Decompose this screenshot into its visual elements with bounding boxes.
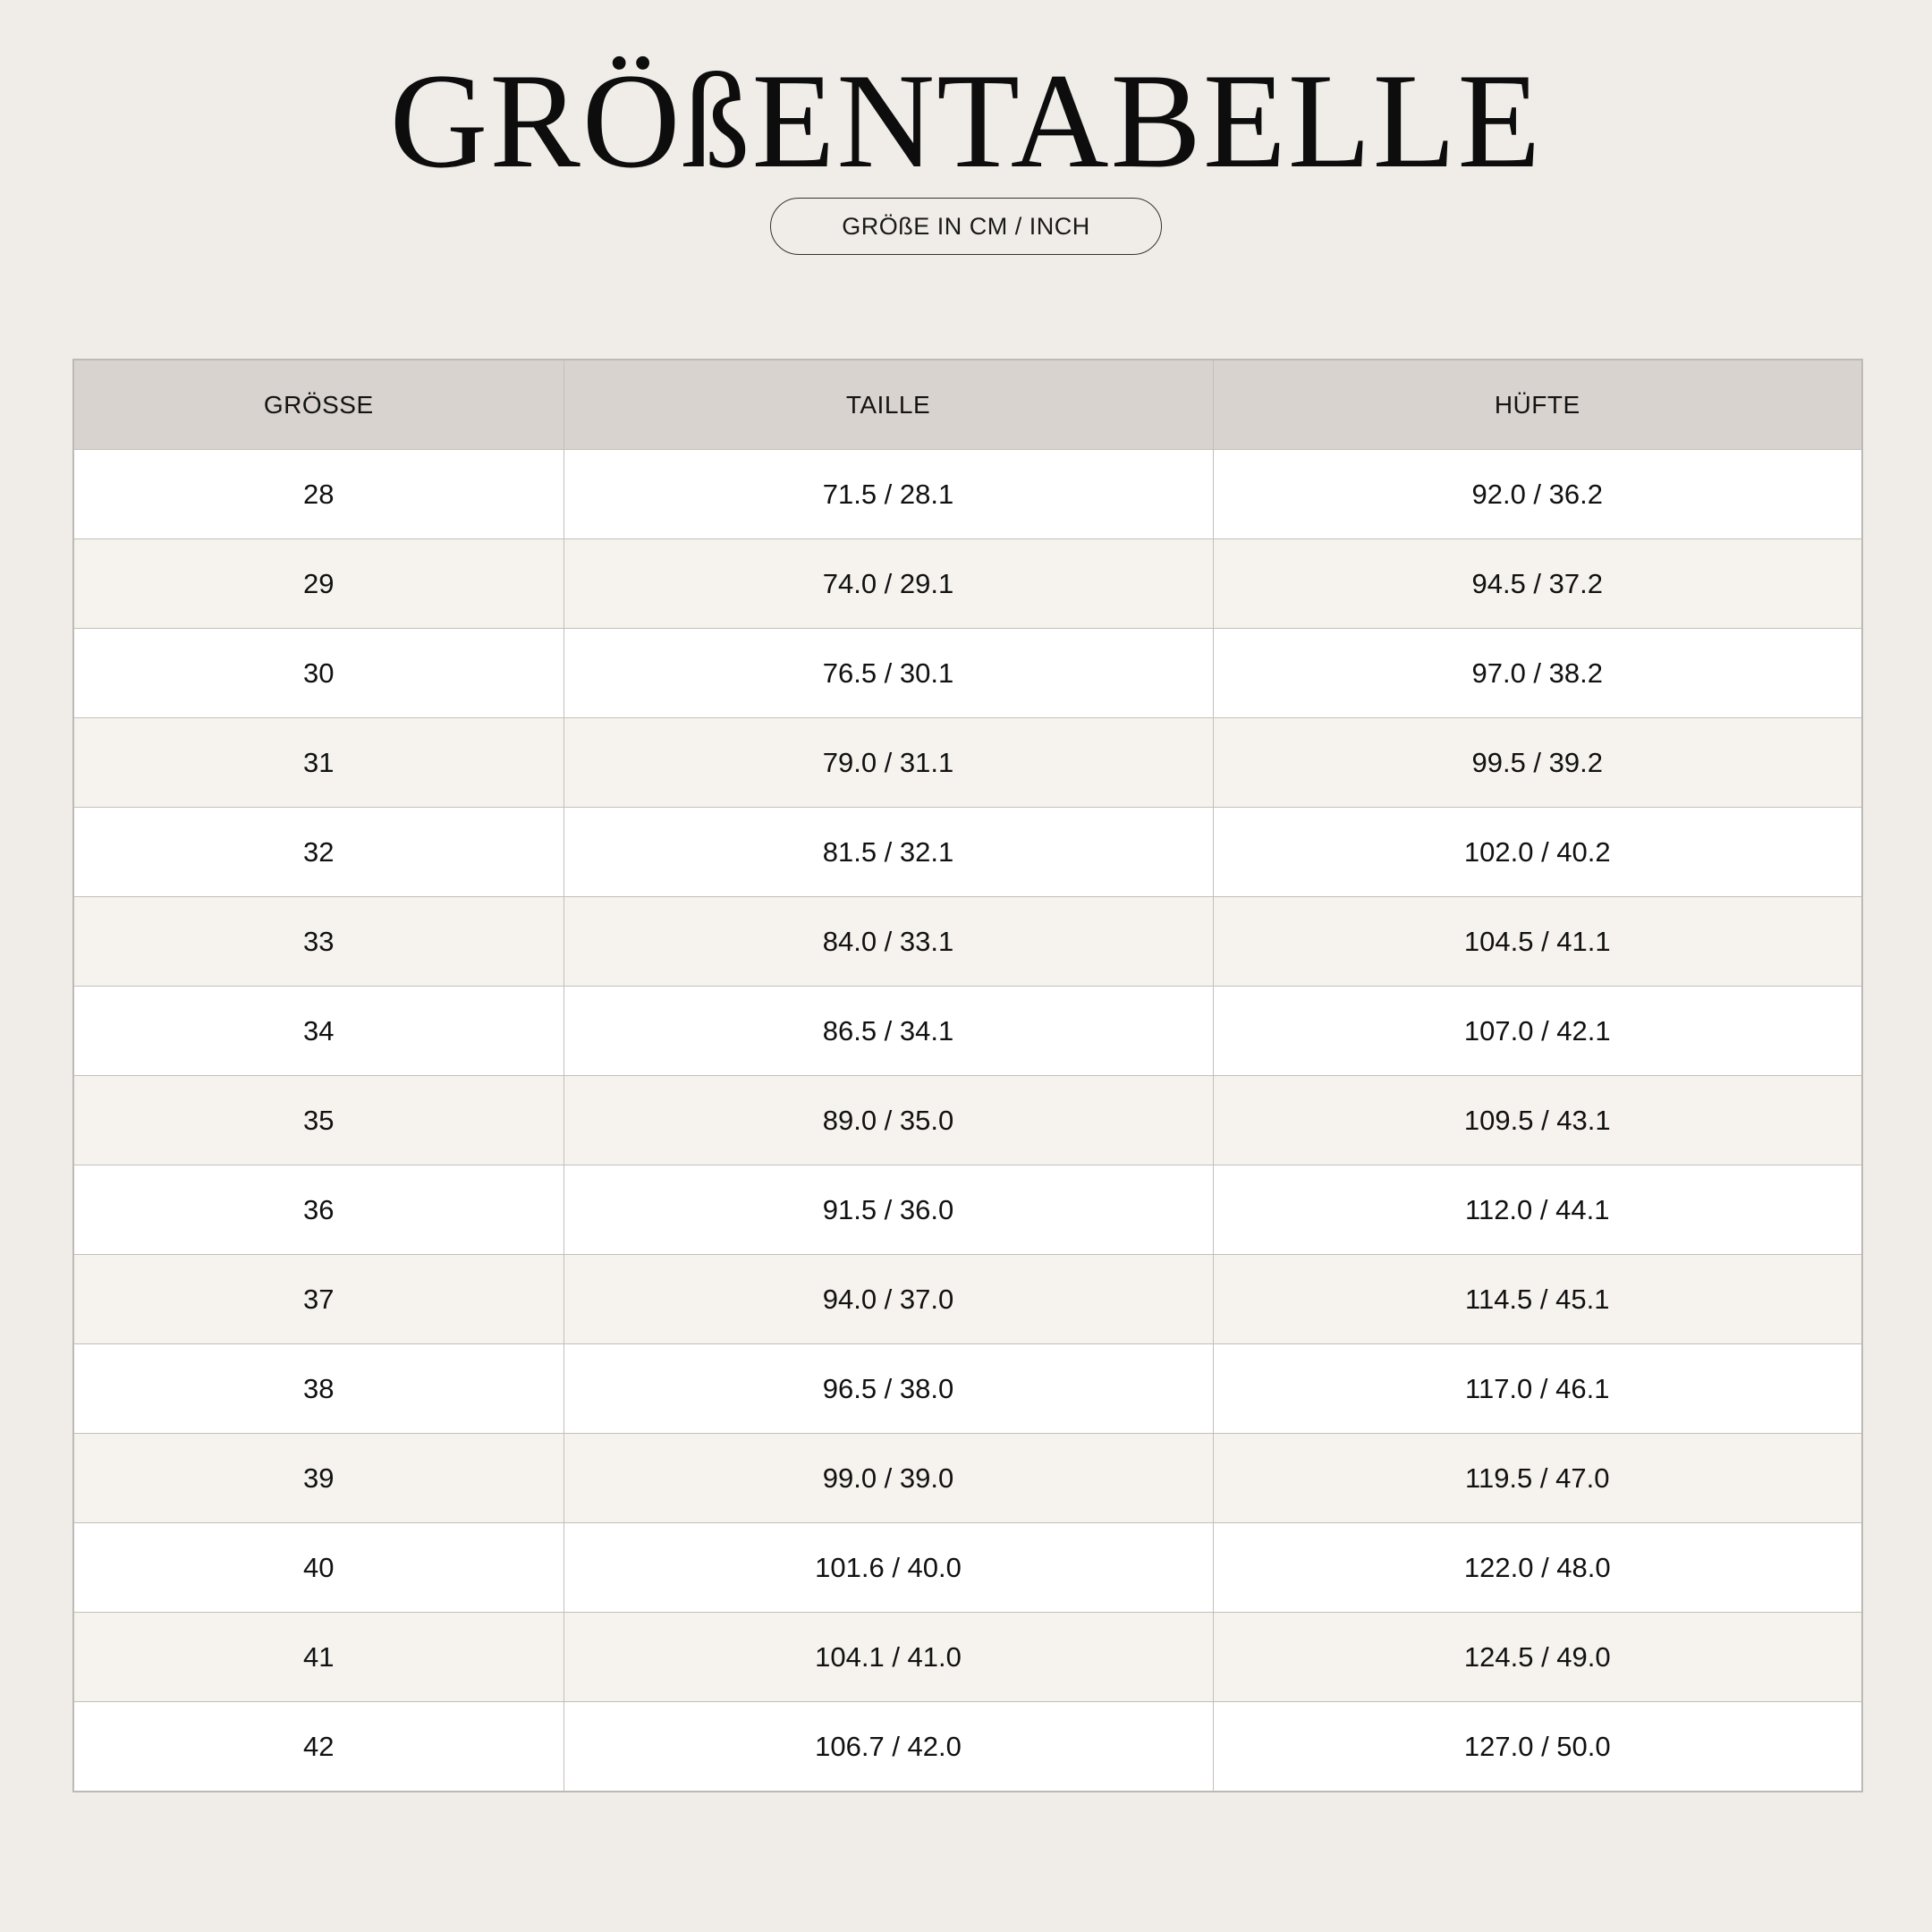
hip-cell: 109.5 / 43.1: [1213, 1076, 1862, 1165]
waist-cell: 81.5 / 32.1: [564, 808, 1213, 897]
table-row: [73, 1434, 1862, 1523]
table-row: [73, 808, 1862, 897]
column-header-hip: HÜFTE: [1213, 360, 1862, 450]
hip-cell: 107.0 / 42.1: [1213, 987, 1862, 1076]
hip-cell: 127.0 / 50.0: [1213, 1702, 1862, 1792]
size-cell: 40: [73, 1523, 564, 1613]
waist-cell: 101.6 / 40.0: [564, 1523, 1213, 1613]
table-row: [73, 1255, 1862, 1344]
waist-cell: 106.7 / 42.0: [564, 1702, 1213, 1792]
column-header-size: GRÖSSE: [73, 360, 564, 450]
waist-cell: 99.0 / 39.0: [564, 1434, 1213, 1523]
table-row: [73, 539, 1862, 629]
waist-cell: 86.5 / 34.1: [564, 987, 1213, 1076]
table-row: [73, 629, 1862, 718]
hip-cell: 102.0 / 40.2: [1213, 808, 1862, 897]
hip-cell: 104.5 / 41.1: [1213, 897, 1862, 987]
size-cell: 33: [73, 897, 564, 987]
size-cell: 31: [73, 718, 564, 808]
hip-cell: 97.0 / 38.2: [1213, 629, 1862, 718]
table-row: [73, 1523, 1862, 1613]
size-cell: 35: [73, 1076, 564, 1165]
hip-cell: 122.0 / 48.0: [1213, 1523, 1862, 1613]
size-cell: 38: [73, 1344, 564, 1434]
hip-cell: 99.5 / 39.2: [1213, 718, 1862, 808]
unit-badge: GRÖßE IN CM / INCH: [770, 198, 1162, 255]
waist-cell: 76.5 / 30.1: [564, 629, 1213, 718]
table-header-row: [73, 360, 1862, 450]
table-row: [73, 987, 1862, 1076]
table-row: [73, 1165, 1862, 1255]
size-cell: 41: [73, 1613, 564, 1702]
table-body: [73, 450, 1862, 1792]
waist-cell: 71.5 / 28.1: [564, 450, 1213, 539]
hip-cell: 92.0 / 36.2: [1213, 450, 1862, 539]
waist-cell: 89.0 / 35.0: [564, 1076, 1213, 1165]
page-title: GRÖßENTABELLE: [389, 46, 1543, 196]
hip-cell: 114.5 / 45.1: [1213, 1255, 1862, 1344]
size-cell: 28: [73, 450, 564, 539]
table-row: [73, 1344, 1862, 1434]
waist-cell: 79.0 / 31.1: [564, 718, 1213, 808]
size-cell: 39: [73, 1434, 564, 1523]
size-cell: 37: [73, 1255, 564, 1344]
size-table: [72, 359, 1863, 1792]
size-cell: 30: [73, 629, 564, 718]
size-cell: 34: [73, 987, 564, 1076]
waist-cell: 104.1 / 41.0: [564, 1613, 1213, 1702]
waist-cell: 91.5 / 36.0: [564, 1165, 1213, 1255]
size-cell: 32: [73, 808, 564, 897]
table-row: [73, 1702, 1862, 1792]
waist-cell: 74.0 / 29.1: [564, 539, 1213, 629]
table-row: [73, 718, 1862, 808]
size-cell: 42: [73, 1702, 564, 1792]
waist-cell: 96.5 / 38.0: [564, 1344, 1213, 1434]
hip-cell: 112.0 / 44.1: [1213, 1165, 1862, 1255]
size-cell: 29: [73, 539, 564, 629]
table-row: [73, 450, 1862, 539]
table-row: [73, 897, 1862, 987]
hip-cell: 94.5 / 37.2: [1213, 539, 1862, 629]
waist-cell: 94.0 / 37.0: [564, 1255, 1213, 1344]
table-row: [73, 1076, 1862, 1165]
hip-cell: 124.5 / 49.0: [1213, 1613, 1862, 1702]
hip-cell: 119.5 / 47.0: [1213, 1434, 1862, 1523]
table-row: [73, 1613, 1862, 1702]
size-cell: 36: [73, 1165, 564, 1255]
column-header-waist: TAILLE: [564, 360, 1213, 450]
waist-cell: 84.0 / 33.1: [564, 897, 1213, 987]
hip-cell: 117.0 / 46.1: [1213, 1344, 1862, 1434]
